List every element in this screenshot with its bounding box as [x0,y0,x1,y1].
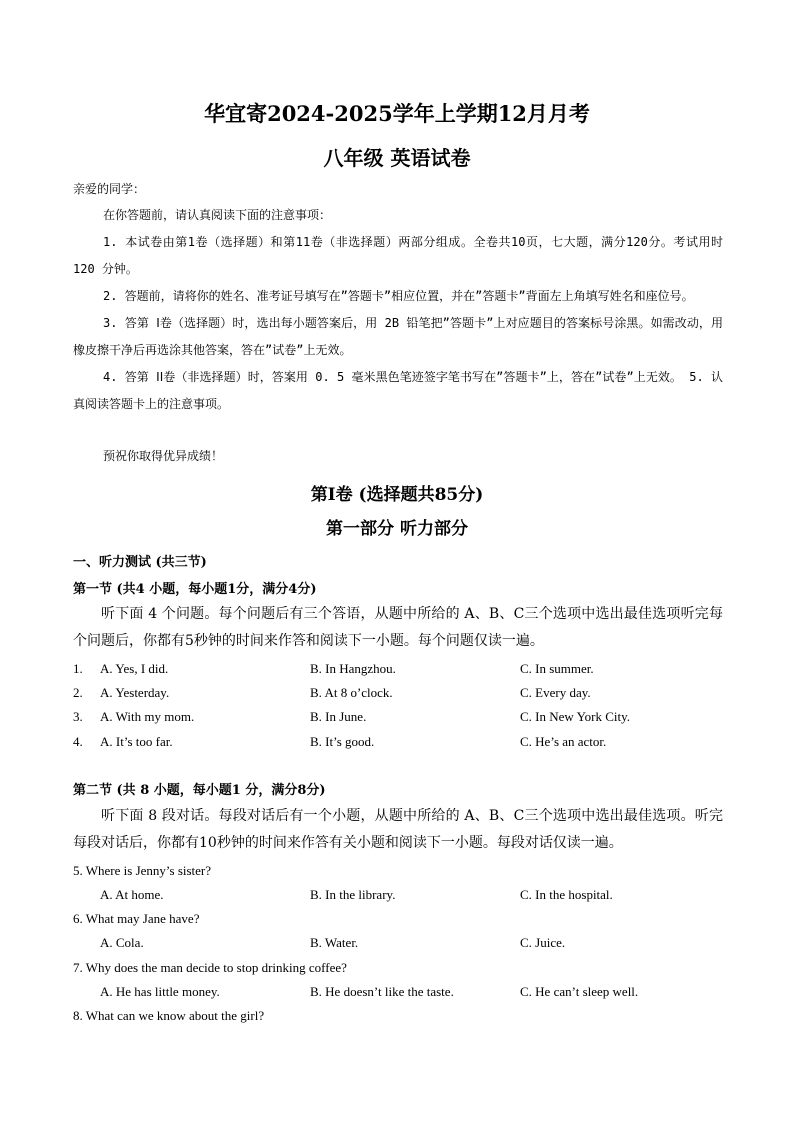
question-stem: 8. What can we know about the girl? [73,1008,265,1023]
question-stem: 5. Where is Jenny’s sister? [73,863,212,878]
question-row [73,709,723,731]
option-b: B. In Hangzhou. [310,661,396,676]
question-number: 3. [73,709,83,724]
volume-title: 第Ⅰ卷 (选择题共85分) [310,485,484,505]
option-b: B. It’s good. [310,734,375,749]
question-row [73,661,723,683]
exam-subtitle: 八年级 英语试卷 [323,146,471,170]
section2-instruction: 听下面 8 段对话。每段对话后有一个小题，从题中所给的 A、B、C三个选项中选出最佳选项。听完每段对话后，你都有10秒钟的时间来作答有关小题和阅读下一小题。每段对话仅读一遍。 [73,808,723,851]
question-row [73,887,723,909]
option-b: B. In the library. [310,887,396,902]
greeting: 亲爱的同学： [73,182,146,196]
option-b: B. He doesn’t like the taste. [310,984,454,999]
listening-heading: 一、听力测试 (共三节) [73,555,207,570]
option-c: C. In the hospital. [520,887,613,902]
part-title: 第一部分 听力部分 [326,519,468,539]
option-a: A. At home. [100,887,164,902]
option-c: C. In summer. [520,661,594,676]
option-b: B. At 8 o’clock. [310,685,393,700]
option-c: C. Juice. [520,935,566,950]
option-c: C. He’s an actor. [520,734,607,749]
question-number: 4. [73,734,83,749]
section2-heading: 第二节 (共 8 小题，每小题1 分，满分8分) [73,783,326,798]
question-stem: 7. Why does the man decide to stop drinking coffee? [73,960,347,975]
section1-heading: 第一节 (共4 小题，每小题1分，满分4分) [73,582,317,597]
section1-instruction: 听下面 4 个问题。每个问题后有三个答语，从题中所给的 A、B、C三个选项中选出最佳选项听完每个问题后，你都有5秒钟的时间来作答和阅读下一小题。每个问题仅读一遍。 [73,606,723,649]
option-a: A. Cola. [100,935,144,950]
question-number: 1. [73,661,83,676]
notice-item-1: 1. 本试卷由第1卷（选择题）和第11卷（非选择题）两部分组成。全卷共10页，七大题，满分120分。考试用时 120 分钟。 [73,235,723,276]
notice-item-3: 3. 答第 Ⅰ卷（选择题）时，选出每小题答案后，用 2B 铅笔把”答题卡”上对应题目的答案标号涂黑。如需改动，用橡皮擦干净后再选涂其他答案，答在”试卷”上无效。 [73,316,723,357]
option-c: C. In New York City. [520,709,631,724]
notice-items [73,229,723,418]
notice-item-4: 4. 答第 ⅠⅠ卷（非选择题）时，答案用 0. 5 毫米黑色笔迹签字笔书写在”答题卡”上，答在”试卷”上无效。 5. 认真阅读答题卡上的注意事项。 [73,370,723,411]
question-row [73,685,723,707]
option-a: A. Yes, I did. [100,661,169,676]
question-row [73,935,723,957]
question-row [73,984,723,1006]
option-b: B. In June. [310,709,367,724]
notice-intro: 在你答题前，请认真阅读下面的注意事项： [103,208,332,222]
option-a: A. Yesterday. [100,685,170,700]
option-c: C. He can’t sleep well. [520,984,639,999]
question-row [73,734,723,756]
question-number: 2. [73,685,83,700]
option-a: A. With my mom. [100,709,195,724]
question-stem: 6. What may Jane have? [73,911,200,926]
option-a: A. He has little money. [100,984,220,999]
notice-item-2: 2. 答题前，请将你的姓名、准考证号填写在”答题卡”相应位置，并在”答题卡”背面左上角填写姓名和座位号。 [103,289,694,303]
option-a: A. It’s too far. [100,734,173,749]
option-b: B. Water. [310,935,359,950]
good-luck-wish: 预祝你取得优异成绩！ [103,449,224,463]
option-c: C. Every day. [520,685,591,700]
exam-title: 华宜寄2024-2025学年上学期12月月考 [204,101,590,126]
